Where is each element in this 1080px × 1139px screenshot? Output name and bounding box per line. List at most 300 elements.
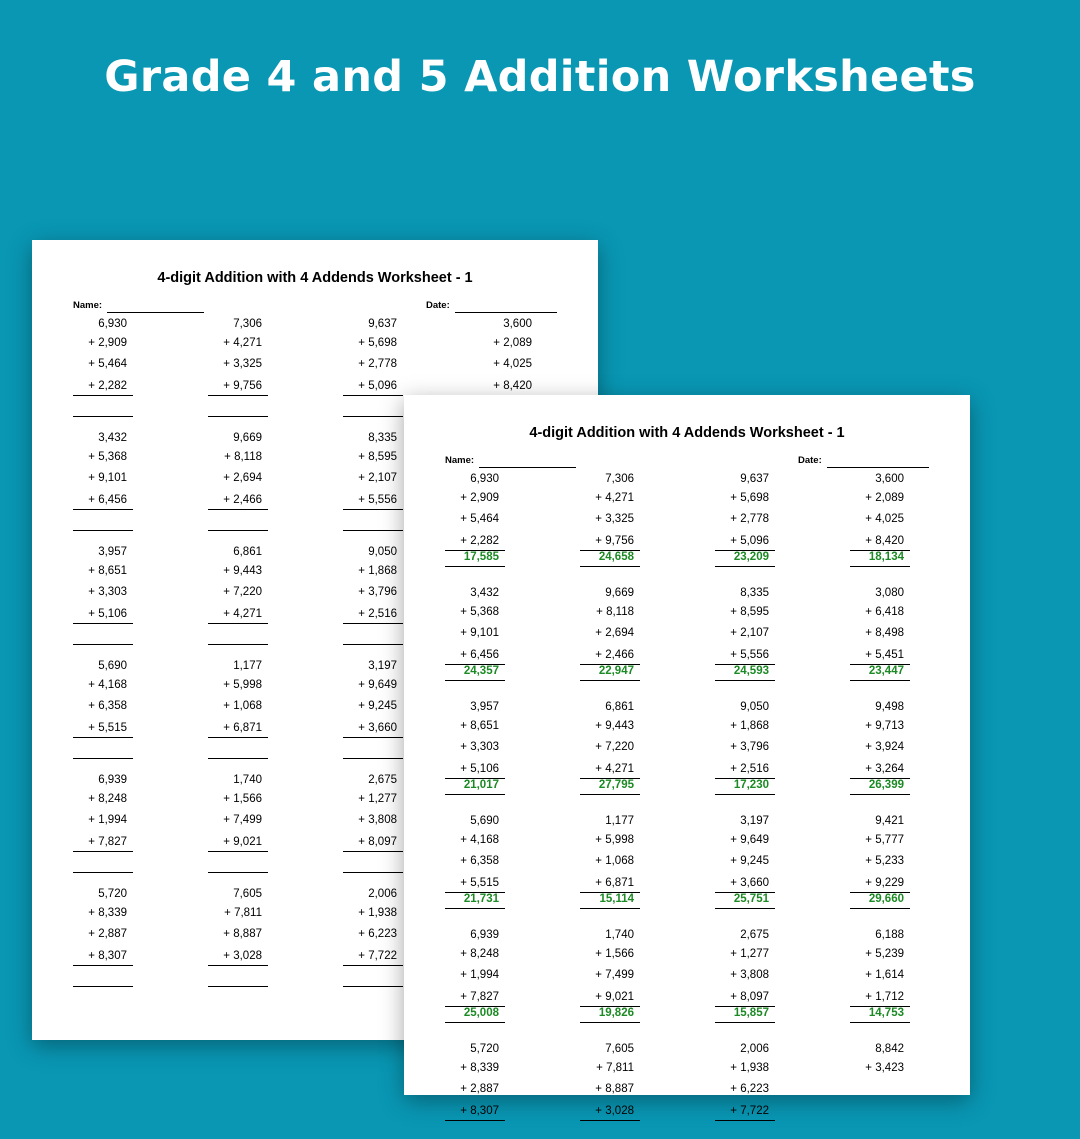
first-addend: 9,669 xyxy=(605,587,634,599)
answer-value: 15,857 xyxy=(733,1007,769,1019)
addend: + 4,271 xyxy=(223,608,262,620)
addend: + 1,566 xyxy=(595,948,634,960)
sum-rule xyxy=(208,965,268,966)
addition-problem xyxy=(850,929,910,1025)
sum-rule xyxy=(73,509,133,510)
answer-rule xyxy=(850,1022,910,1023)
addition-problem xyxy=(343,774,403,870)
answer-blank xyxy=(343,644,403,645)
addend: + 9,021 xyxy=(595,991,634,1003)
addend: + 3,924 xyxy=(865,741,904,753)
first-addend: 3,080 xyxy=(875,587,904,599)
addend: + 8,097 xyxy=(730,991,769,1003)
addend: + 5,515 xyxy=(88,722,127,734)
first-addend: 2,006 xyxy=(368,888,397,900)
addend: + 3,796 xyxy=(358,586,397,598)
addend: + 8,651 xyxy=(460,720,499,732)
addition-problem xyxy=(445,815,505,911)
addend: + 2,466 xyxy=(223,494,262,506)
answer-value: 23,209 xyxy=(733,551,769,563)
addend: + 7,722 xyxy=(730,1105,769,1117)
addend: + 4,271 xyxy=(595,492,634,504)
addend: + 2,107 xyxy=(358,472,397,484)
answer-value: 14,753 xyxy=(868,1007,904,1019)
addend: + 3,325 xyxy=(595,513,634,525)
sum-rule xyxy=(343,509,403,510)
addend: + 3,423 xyxy=(865,1062,904,1074)
first-addend: 6,930 xyxy=(98,318,127,330)
date-line xyxy=(827,467,929,468)
first-addend: 7,306 xyxy=(605,473,634,485)
first-addend: 8,335 xyxy=(368,432,397,444)
addend: + 4,271 xyxy=(595,763,634,775)
answer-value: 25,751 xyxy=(733,893,769,905)
addition-problem xyxy=(208,660,268,756)
addend: + 1,994 xyxy=(460,969,499,981)
addend: + 9,756 xyxy=(223,380,262,392)
addend: + 1,868 xyxy=(730,720,769,732)
answer-rule xyxy=(445,1022,505,1023)
addend: + 5,106 xyxy=(460,763,499,775)
first-addend: 3,197 xyxy=(740,815,769,827)
addition-problem xyxy=(73,888,133,984)
addend: + 5,096 xyxy=(358,380,397,392)
addend: + 5,777 xyxy=(865,834,904,846)
addend: + 4,271 xyxy=(223,337,262,349)
addend: + 8,595 xyxy=(358,451,397,463)
first-addend: 5,690 xyxy=(470,815,499,827)
first-addend: 9,421 xyxy=(875,815,904,827)
answer-blank xyxy=(73,644,133,645)
addition-problem xyxy=(73,660,133,756)
addend: + 1,277 xyxy=(730,948,769,960)
first-addend: 3,957 xyxy=(470,701,499,713)
answer-blank xyxy=(73,986,133,987)
answer-value: 24,658 xyxy=(598,551,634,563)
first-addend: 1,740 xyxy=(605,929,634,941)
addend: + 8,339 xyxy=(460,1062,499,1074)
answer-value: 19,826 xyxy=(598,1007,634,1019)
answer-rule xyxy=(445,566,505,567)
addend: + 4,025 xyxy=(493,358,532,370)
addition-problem xyxy=(715,815,775,911)
addend: + 3,028 xyxy=(223,950,262,962)
addend: + 2,778 xyxy=(730,513,769,525)
first-addend: 9,050 xyxy=(740,701,769,713)
first-addend: 7,605 xyxy=(605,1043,634,1055)
addend: + 7,827 xyxy=(88,836,127,848)
addend: + 2,694 xyxy=(223,472,262,484)
answer-rule xyxy=(715,1022,775,1023)
first-addend: 3,197 xyxy=(368,660,397,672)
first-addend: 8,335 xyxy=(740,587,769,599)
addend: + 5,368 xyxy=(460,606,499,618)
addend: + 5,698 xyxy=(358,337,397,349)
first-addend: 6,939 xyxy=(470,929,499,941)
answer-value: 22,947 xyxy=(598,665,634,677)
first-addend: 2,675 xyxy=(740,929,769,941)
answer-value: 27,795 xyxy=(598,779,634,791)
addend: + 6,418 xyxy=(865,606,904,618)
addend: + 5,464 xyxy=(88,358,127,370)
addend: + 2,516 xyxy=(358,608,397,620)
first-addend: 1,177 xyxy=(233,660,262,672)
addend: + 8,887 xyxy=(223,928,262,940)
answer-blank xyxy=(208,416,268,417)
addend: + 1,938 xyxy=(730,1062,769,1074)
answer-blank xyxy=(73,872,133,873)
addition-problem xyxy=(208,888,268,984)
answer-blank xyxy=(208,530,268,531)
addend: + 3,303 xyxy=(88,586,127,598)
first-addend: 1,740 xyxy=(233,774,262,786)
first-addend: 6,188 xyxy=(875,929,904,941)
addend: + 6,358 xyxy=(460,855,499,867)
addend: + 1,994 xyxy=(88,814,127,826)
sum-rule xyxy=(580,1120,640,1121)
addend: + 7,220 xyxy=(595,741,634,753)
answer-blank xyxy=(343,530,403,531)
answer-blank xyxy=(208,986,268,987)
addend: + 2,694 xyxy=(595,627,634,639)
answer-value: 18,134 xyxy=(868,551,904,563)
addend: + 2,107 xyxy=(730,627,769,639)
answer-rule xyxy=(850,908,910,909)
addition-problem xyxy=(208,318,268,414)
addend: + 9,649 xyxy=(358,679,397,691)
addend: + 4,168 xyxy=(460,834,499,846)
addend: + 9,443 xyxy=(223,565,262,577)
addend: + 8,420 xyxy=(493,380,532,392)
addend: + 9,649 xyxy=(730,834,769,846)
addend: + 1,868 xyxy=(358,565,397,577)
first-addend: 7,605 xyxy=(233,888,262,900)
addition-problem xyxy=(343,888,403,984)
addend: + 7,811 xyxy=(224,907,262,919)
sum-rule xyxy=(73,965,133,966)
addend: + 1,614 xyxy=(865,969,904,981)
first-addend: 9,498 xyxy=(875,701,904,713)
addend: + 5,998 xyxy=(223,679,262,691)
answer-rule xyxy=(580,1022,640,1023)
addend: + 3,660 xyxy=(358,722,397,734)
answer-rule xyxy=(445,680,505,681)
answer-rule xyxy=(715,908,775,909)
name-label: Name: xyxy=(73,300,103,311)
sum-rule xyxy=(343,965,403,966)
addend: + 2,466 xyxy=(595,649,634,661)
addend: + 8,887 xyxy=(595,1083,634,1095)
first-addend: 6,861 xyxy=(233,546,262,558)
addition-problem xyxy=(850,1043,910,1139)
addend: + 2,909 xyxy=(460,492,499,504)
addition-problem xyxy=(715,701,775,797)
addend: + 5,464 xyxy=(460,513,499,525)
name-line xyxy=(479,467,576,468)
addend: + 6,223 xyxy=(358,928,397,940)
addend: + 8,097 xyxy=(358,836,397,848)
addend: + 2,887 xyxy=(460,1083,499,1095)
addition-problem xyxy=(580,1043,640,1139)
addend: + 9,245 xyxy=(358,700,397,712)
addend: + 1,566 xyxy=(223,793,262,805)
sum-rule xyxy=(343,623,403,624)
addend: + 3,808 xyxy=(358,814,397,826)
first-addend: 5,690 xyxy=(98,660,127,672)
addition-problem xyxy=(73,774,133,870)
addend: + 3,264 xyxy=(865,763,904,775)
answer-value: 24,593 xyxy=(733,665,769,677)
addend: + 7,722 xyxy=(358,950,397,962)
first-addend: 1,177 xyxy=(605,815,634,827)
first-addend: 7,306 xyxy=(233,318,262,330)
addend: + 2,282 xyxy=(88,380,127,392)
answer-blank xyxy=(343,758,403,759)
addition-problem xyxy=(73,432,133,528)
addend: + 6,456 xyxy=(88,494,127,506)
answer-blank xyxy=(73,530,133,531)
addition-problem xyxy=(715,587,775,683)
addend: + 3,325 xyxy=(223,358,262,370)
addition-problem xyxy=(850,473,910,569)
addend: + 5,556 xyxy=(730,649,769,661)
sum-rule xyxy=(208,395,268,396)
addend: + 8,118 xyxy=(596,606,634,618)
addend: + 5,998 xyxy=(595,834,634,846)
sum-rule xyxy=(445,1120,505,1121)
addition-problem xyxy=(715,1043,775,1139)
addend: + 8,498 xyxy=(865,627,904,639)
first-addend: 9,669 xyxy=(233,432,262,444)
addend: + 9,713 xyxy=(865,720,904,732)
sum-rule xyxy=(208,737,268,738)
answer-value: 29,660 xyxy=(868,893,904,905)
first-addend: 2,006 xyxy=(740,1043,769,1055)
addend: + 8,118 xyxy=(224,451,262,463)
answer-rule xyxy=(715,566,775,567)
addend: + 5,368 xyxy=(88,451,127,463)
addend: + 9,101 xyxy=(88,472,127,484)
first-addend: 9,637 xyxy=(368,318,397,330)
addend: + 3,796 xyxy=(730,741,769,753)
date-label: Date: xyxy=(426,300,450,311)
answer-rule xyxy=(445,794,505,795)
addend: + 3,808 xyxy=(730,969,769,981)
addend: + 2,909 xyxy=(88,337,127,349)
addend: + 2,516 xyxy=(730,763,769,775)
addend: + 9,756 xyxy=(595,535,634,547)
addend: + 6,456 xyxy=(460,649,499,661)
answer-blank xyxy=(208,644,268,645)
addend: + 5,698 xyxy=(730,492,769,504)
addend: + 9,245 xyxy=(730,855,769,867)
sum-rule xyxy=(73,395,133,396)
addend: + 9,101 xyxy=(460,627,499,639)
first-addend: 5,720 xyxy=(98,888,127,900)
addition-problem xyxy=(580,587,640,683)
addition-problem xyxy=(445,929,505,1025)
addition-problem xyxy=(715,929,775,1025)
answer-value: 17,230 xyxy=(733,779,769,791)
addition-problem xyxy=(208,774,268,870)
answer-value: 21,731 xyxy=(463,893,499,905)
first-addend: 2,675 xyxy=(368,774,397,786)
addend: + 6,871 xyxy=(595,877,634,889)
addition-problem xyxy=(580,929,640,1025)
answer-value: 25,008 xyxy=(463,1007,499,1019)
addend: + 8,307 xyxy=(460,1105,499,1117)
addition-problem xyxy=(580,473,640,569)
first-addend: 6,939 xyxy=(98,774,127,786)
addition-problem xyxy=(343,432,403,528)
addend: + 7,499 xyxy=(223,814,262,826)
answer-blank xyxy=(343,416,403,417)
first-addend: 5,720 xyxy=(470,1043,499,1055)
addend: + 8,248 xyxy=(460,948,499,960)
addend: + 7,811 xyxy=(596,1062,634,1074)
answer-rule xyxy=(580,566,640,567)
addend: + 7,827 xyxy=(460,991,499,1003)
addition-problem xyxy=(715,473,775,569)
addend: + 5,239 xyxy=(865,948,904,960)
addition-problem xyxy=(343,546,403,642)
answer-rule xyxy=(445,908,505,909)
addend: + 2,089 xyxy=(493,337,532,349)
answer-rule xyxy=(850,794,910,795)
first-addend: 3,600 xyxy=(503,318,532,330)
answer-rule xyxy=(850,680,910,681)
addition-problem xyxy=(580,815,640,911)
addend: + 7,220 xyxy=(223,586,262,598)
first-addend: 8,842 xyxy=(875,1043,904,1055)
first-addend: 6,861 xyxy=(605,701,634,713)
addend: + 8,420 xyxy=(865,535,904,547)
sum-rule xyxy=(73,851,133,852)
answer-value: 21,017 xyxy=(463,779,499,791)
answer-value: 15,114 xyxy=(599,893,634,905)
sum-rule xyxy=(208,851,268,852)
addition-problem xyxy=(580,701,640,797)
addend: + 1,277 xyxy=(358,793,397,805)
addend: + 5,096 xyxy=(730,535,769,547)
addend: + 3,660 xyxy=(730,877,769,889)
answer-blank xyxy=(343,986,403,987)
sum-rule xyxy=(208,509,268,510)
addend: + 5,515 xyxy=(460,877,499,889)
addition-problem xyxy=(73,318,133,414)
first-addend: 3,957 xyxy=(98,546,127,558)
addend: + 5,233 xyxy=(865,855,904,867)
sum-rule xyxy=(73,737,133,738)
addend: + 6,358 xyxy=(88,700,127,712)
sum-rule xyxy=(343,851,403,852)
addend: + 6,871 xyxy=(223,722,262,734)
addend: + 2,089 xyxy=(865,492,904,504)
addend: + 7,499 xyxy=(595,969,634,981)
addition-problem xyxy=(208,546,268,642)
addend: + 5,556 xyxy=(358,494,397,506)
first-addend: 9,637 xyxy=(740,473,769,485)
addend: + 1,938 xyxy=(358,907,397,919)
addition-problem xyxy=(850,587,910,683)
addend: + 4,025 xyxy=(865,513,904,525)
addition-problem xyxy=(445,587,505,683)
addend: + 2,778 xyxy=(358,358,397,370)
first-addend: 3,600 xyxy=(875,473,904,485)
addend: + 8,595 xyxy=(730,606,769,618)
answer-blank xyxy=(208,758,268,759)
addition-problem xyxy=(850,815,910,911)
addition-problem xyxy=(343,318,403,414)
sum-rule xyxy=(343,395,403,396)
answer-value: 26,399 xyxy=(868,779,904,791)
sum-rule xyxy=(208,623,268,624)
addend: + 2,887 xyxy=(88,928,127,940)
addition-problem xyxy=(343,660,403,756)
addend: + 8,307 xyxy=(88,950,127,962)
date-line xyxy=(455,312,557,313)
date-label: Date: xyxy=(798,455,822,466)
addition-problem xyxy=(445,701,505,797)
answer-value: 17,585 xyxy=(463,551,499,563)
answer-blank xyxy=(73,758,133,759)
answer-rule xyxy=(850,566,910,567)
addend: + 5,451 xyxy=(865,649,904,661)
addition-problem xyxy=(73,546,133,642)
addend: + 9,229 xyxy=(865,877,904,889)
name-line xyxy=(107,312,204,313)
answer-rule xyxy=(580,794,640,795)
worksheet-title: 4-digit Addition with 4 Addends Worksheet - 1 xyxy=(529,425,845,441)
addend: + 1,068 xyxy=(223,700,262,712)
addition-problem xyxy=(208,432,268,528)
answer-value: 24,357 xyxy=(463,665,499,677)
addend: + 2,282 xyxy=(460,535,499,547)
addition-problem xyxy=(445,1043,505,1139)
answer-rule xyxy=(715,680,775,681)
addend: + 3,028 xyxy=(595,1105,634,1117)
first-addend: 6,930 xyxy=(470,473,499,485)
answer-rule xyxy=(580,680,640,681)
sum-rule xyxy=(715,1120,775,1121)
name-label: Name: xyxy=(445,455,475,466)
answer-rule xyxy=(715,794,775,795)
answer-blank xyxy=(208,872,268,873)
first-addend: 3,432 xyxy=(98,432,127,444)
addition-problem xyxy=(850,701,910,797)
answer-blank xyxy=(73,416,133,417)
addend: + 1,712 xyxy=(865,991,904,1003)
answer-value: 23,447 xyxy=(868,665,904,677)
answer-rule xyxy=(580,908,640,909)
addend: + 6,223 xyxy=(730,1083,769,1095)
addend: + 9,021 xyxy=(223,836,262,848)
addend: + 9,443 xyxy=(595,720,634,732)
addition-problem xyxy=(445,473,505,569)
first-addend: 3,432 xyxy=(470,587,499,599)
worksheet-answer-key xyxy=(404,395,970,1117)
addend: + 3,303 xyxy=(460,741,499,753)
sum-rule xyxy=(73,623,133,624)
page-banner-title: Grade 4 and 5 Addition Worksheets xyxy=(104,52,976,102)
addend: + 4,168 xyxy=(88,679,127,691)
first-addend: 9,050 xyxy=(368,546,397,558)
addend: + 1,068 xyxy=(595,855,634,867)
addend: + 8,248 xyxy=(88,793,127,805)
worksheet-title: 4-digit Addition with 4 Addends Worksheet - 1 xyxy=(157,270,473,286)
answer-blank xyxy=(343,872,403,873)
addend: + 8,651 xyxy=(88,565,127,577)
